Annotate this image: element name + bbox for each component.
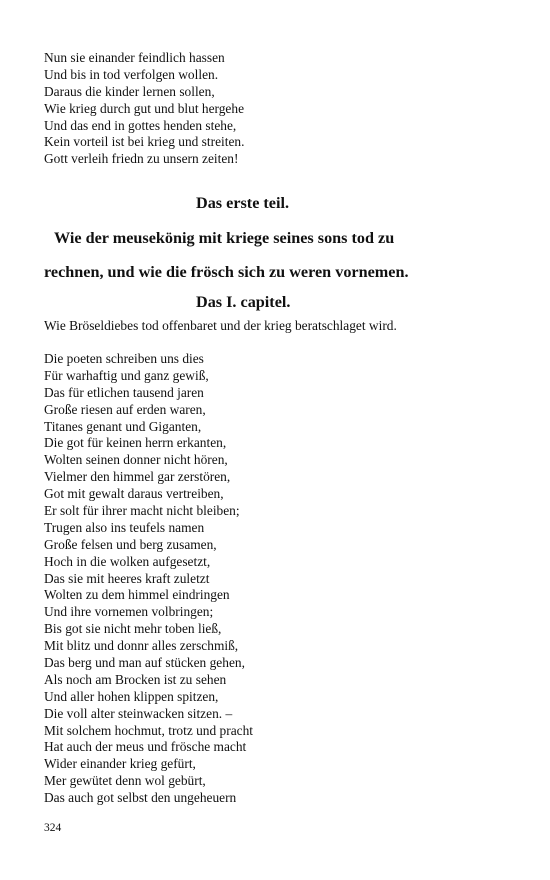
verse-line: Und das end in gottes henden stehe, (44, 117, 237, 133)
chapter-summary: Wie Bröseldiebes tod offenbaret und der krieg beratschlaget wird. (44, 318, 397, 333)
part-heading: Das erste teil. (196, 194, 290, 212)
verse-line: Als noch am Brocken ist zu sehen (44, 671, 227, 687)
chapter-heading: Das I. capitel. (196, 293, 291, 311)
verse-line: Mer gewütet denn wol gebürt, (44, 773, 206, 789)
verse-line: Hoch in die wolken aufgesetzt, (44, 553, 211, 569)
intro-verse (44, 50, 244, 168)
page-number: 324 (44, 822, 62, 834)
chapter-verse (44, 351, 253, 807)
verse-line: Die poeten schreiben uns dies (44, 351, 204, 366)
verse-line: Für warhaftig und ganz gewiß, (44, 367, 209, 383)
verse-line: Titanes genant und Giganten, (44, 418, 202, 434)
verse-line: Das berg und man auf stücken gehen, (44, 655, 245, 671)
verse-line: Got mit gewalt daraus vertreiben, (44, 486, 224, 502)
part-title-line-1: Wie der meusekönig mit kriege seines sons tod zu (54, 229, 395, 247)
verse-line: Große felsen und berg zusamen, (44, 536, 217, 552)
verse-line: Daraus die kinder lernen sollen, (44, 83, 215, 99)
verse-line: Trugen also ins teufels namen (44, 519, 205, 535)
verse-line: Wolten zu dem himmel eindringen (44, 587, 230, 603)
verse-line: Wie krieg durch gut und blut hergehe (44, 100, 245, 116)
verse-line: Er solt für ihrer macht nicht bleiben; (44, 503, 240, 519)
verse-line: Mit solchem hochmut, trotz und pracht (44, 722, 253, 738)
verse-line: Wolten seinen donner nicht hören, (44, 452, 228, 468)
verse-line: Das auch got selbst den ungeheuern (44, 790, 237, 806)
verse-line: Die voll alter steinwacken sitzen. – (44, 705, 233, 721)
verse-line: Vielmer den himmel gar zerstören, (44, 469, 231, 485)
verse-line: Große riesen auf erden waren, (44, 401, 206, 417)
verse-line: Das sie mit heeres kraft zuletzt (44, 570, 210, 586)
verse-line: Und ihre vornemen volbringen; (44, 604, 214, 620)
verse-line: Wider einander krieg gefürt, (44, 756, 196, 772)
verse-line: Und bis in tod verfolgen wollen. (44, 66, 219, 82)
verse-line: Die got für keinen herrn erkanten, (44, 435, 227, 451)
verse-line: Das für etlichen tausend jaren (44, 384, 204, 400)
verse-line: Gott verleih friedn zu unsern zeiten! (44, 151, 239, 167)
verse-line: Hat auch der meus und frösche macht (44, 739, 247, 755)
verse-line: Kein vorteil ist bei krieg und streiten. (44, 134, 245, 150)
part-title-line-2: rechnen, und wie die frösch sich zu weren vornemen. (44, 263, 409, 281)
verse-line: Bis got sie nicht mehr toben ließ, (44, 621, 222, 637)
verse-line: Und aller hohen klippen spitzen, (44, 688, 219, 704)
verse-line: Mit blitz und donnr alles zerschmiß, (44, 638, 239, 654)
verse-line: Nun sie einander feindlich hassen (44, 50, 225, 65)
